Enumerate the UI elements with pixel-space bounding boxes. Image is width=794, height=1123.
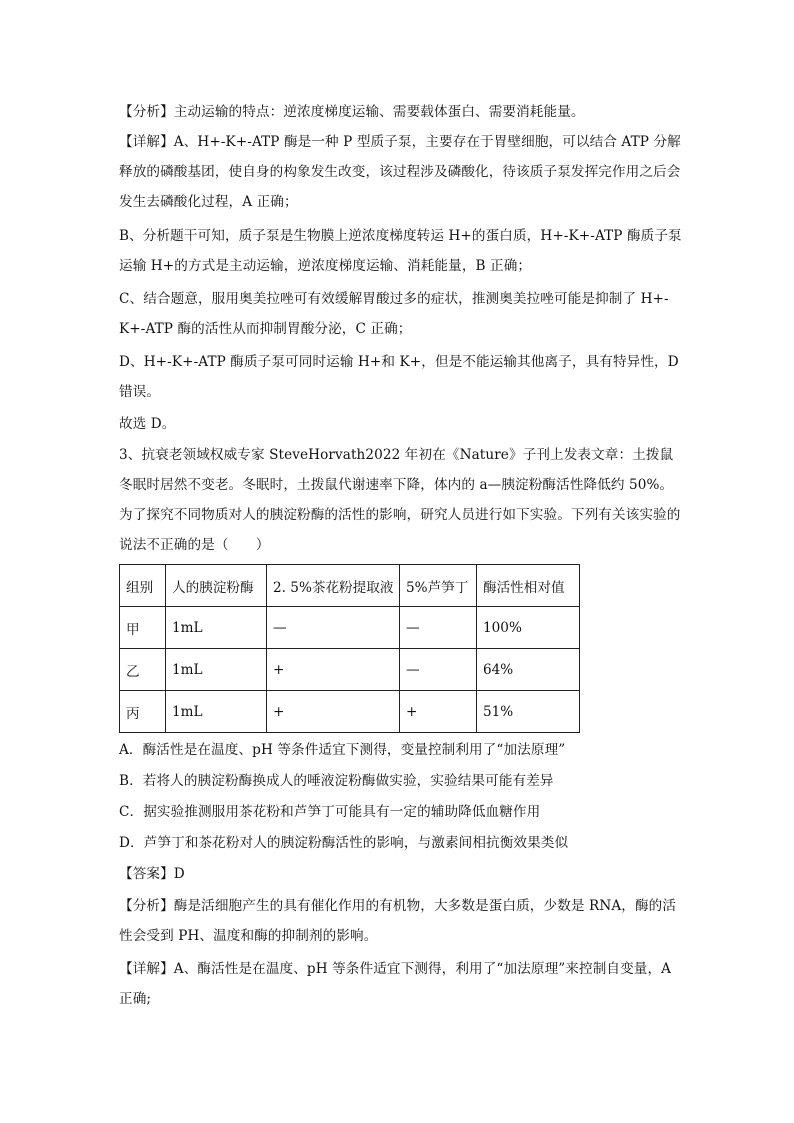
option-b: B．若将人的胰淀粉酶换成人的唾液淀粉酶做实验，实验结果可能有差异 [119,773,554,789]
option-a: A．酶活性是在温度、pH 等条件适宜下测得，变量控制利用了“加法原理” [119,742,566,758]
table-header-row [120,565,580,607]
detail-paragraph-1: 【详解】A、H+-K+-ATP 酶是一种 P 型质子泵，主要存在于胃壁细胞，可以结合 ATP 分解释放的磷酸基团，使自身的构象发生改变，该过程涉及磷酸化，待该质子泵发挥完作用之后会发生去磷酸化过程，A 正确； [119,134,681,210]
option-c-explanation: C、结合题意，服用奥美拉唑可有效缓解胃酸过多的症状，推测奥美拉唑可能是抑制了 H+-K+-ATP 酶的活性从而抑制胃酸分泌，C 正确； [119,291,669,337]
experiment-table [119,564,580,733]
table-cell: 乙 [120,649,166,691]
detail-paragraph-2: 【详解】A、酶活性是在温度、pH 等条件适宜下测得，利用了“加法原理”来控制自变量，A 正确; [119,961,672,1007]
table-cell: — [267,607,400,649]
table-header-cell: 组别 [120,565,166,607]
table-row [120,691,580,733]
table-cell: + [267,691,400,733]
table-row [120,649,580,691]
table-header-cell: 5%芦笋丁 [400,565,477,607]
choice-statement: 故选 D。 [119,416,176,432]
option-d: D．芦笋丁和茶花粉对人的胰淀粉酶活性的影响，与激素间相抗衡效果类似 [119,835,569,851]
answer-line: 【答案】D [119,866,185,882]
table-row [120,607,580,649]
table-cell: — [400,607,477,649]
table-cell: 甲 [120,607,166,649]
option-b-explanation: B、分析题干可知，质子泵是生物膜上逆浓度梯度转运 H+的蛋白质，H+-K+-ATP 酶质子泵运输 H+的方式是主动运输，逆浓度梯度运输、消耗能量，B 正确； [119,228,682,274]
table-cell: 100% [477,607,580,649]
table-cell: 64% [477,649,580,691]
option-c: C．据实验推测服用茶花粉和芦笋丁可能具有一定的辅助降低血糖作用 [119,804,541,820]
table-cell: 1mL [166,649,267,691]
table-cell: + [267,649,400,691]
table-cell: 丙 [120,691,166,733]
table-header-cell: 酶活性相对值 [477,565,580,607]
table-cell: 1mL [166,691,267,733]
analysis-paragraph-1: 【分析】主动运输的特点：逆浓度梯度运输、需要载体蛋白、需要消耗能量。 [119,104,585,120]
table-header-cell: 2. 5%茶花粉提取液 [267,565,400,607]
table-cell: — [400,649,477,691]
analysis-paragraph-2: 【分析】酶是活细胞产生的具有催化作用的有机物，大多数是蛋白质，少数是 RNA，酶的活性会受到 PH、温度和酶的抑制剂的影响。 [119,898,677,944]
table-cell: 1mL [166,607,267,649]
question-3-stem: 3、抗衰老领域权威专家 SteveHorvath2022 年初在《Nature》子刊上发表文章：土拨鼠冬眠时居然不变老。冬眠时，土拨鼠代谢速率下降，体内的 a—胰淀粉酶活性降低约 50%。为了探究不同物质对人的胰淀粉酶的活性的影响，研究人员进行如下实验。下列有关该实验的说法不正确的是（ ） [119,447,681,553]
table-cell: 51% [477,691,580,733]
option-d-explanation: D、H+-K+-ATP 酶质子泵可同时运输 H+和 K+，但是不能运输其他离子，具有特异性，D 错误。 [119,354,679,400]
table-cell: + [400,691,477,733]
table-header-cell: 人的胰淀粉酶 [166,565,267,607]
